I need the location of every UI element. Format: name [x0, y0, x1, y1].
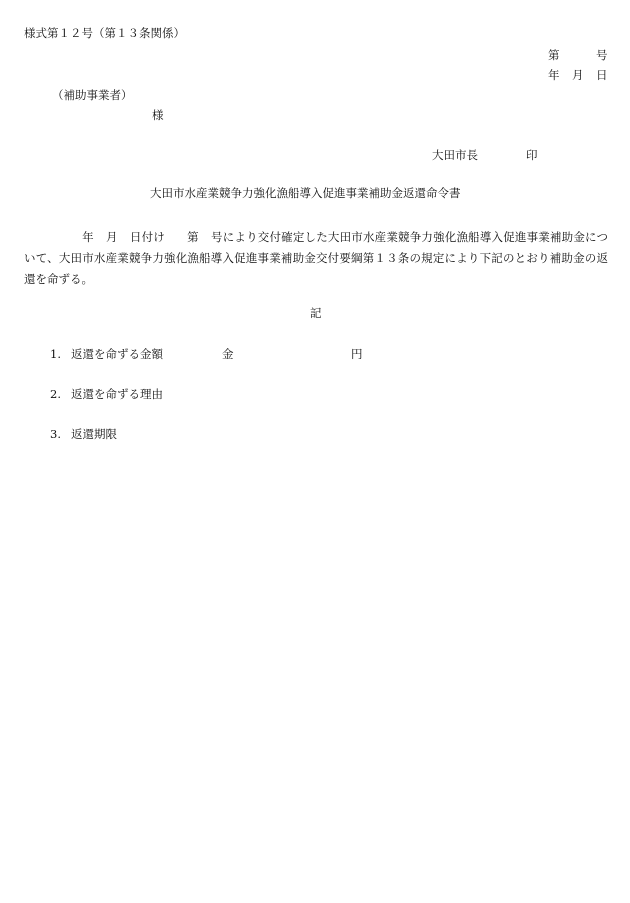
form-label: 様式第１２号（第１３条関係） — [24, 26, 185, 40]
body-month: 月 — [105, 230, 118, 244]
body-paragraph — [24, 227, 608, 290]
body-year: 年 — [82, 230, 94, 244]
item-3-number: 3. — [50, 427, 61, 441]
date-year-label: 年 — [548, 68, 560, 82]
item-1-amount-prefix: 金 — [222, 347, 234, 361]
item-2-label: 返還を命ずる理由 — [71, 387, 163, 401]
item-1-amount-suffix: 円 — [351, 347, 363, 361]
recipient-label: （補助事業者） — [52, 88, 133, 102]
item-1-label: 返還を命ずる金額 — [71, 347, 163, 361]
item-3-label: 返還期限 — [71, 427, 117, 441]
item-1-number: 1. — [50, 347, 61, 361]
body-text: 号により交付確定した大田市水産業競争力強化漁船導入促進事業補助金について、大田市水産業競争力強化漁船導入促進事業補助金交付要綱第１３条の規定により下記のとおり補助金の返還を命ずる。 — [24, 230, 608, 286]
issuer-title: 大田市長 — [432, 148, 478, 162]
issuer-seal: 印 — [526, 148, 538, 162]
document-number-suffix: 号 — [596, 48, 608, 62]
document-title: 大田市水産業競争力強化漁船導入促進事業補助金返還命令書 — [150, 186, 461, 200]
body-number-prefix: 第 — [187, 230, 199, 244]
date-month-label: 月 — [572, 68, 584, 82]
date-day-label: 日 — [596, 68, 608, 82]
ki-label: 記 — [310, 306, 322, 320]
recipient-honorific: 様 — [152, 108, 164, 122]
document-number-prefix: 第 — [548, 48, 560, 62]
body-day-ref: 日付け — [129, 230, 165, 244]
item-2-number: 2. — [50, 387, 61, 401]
